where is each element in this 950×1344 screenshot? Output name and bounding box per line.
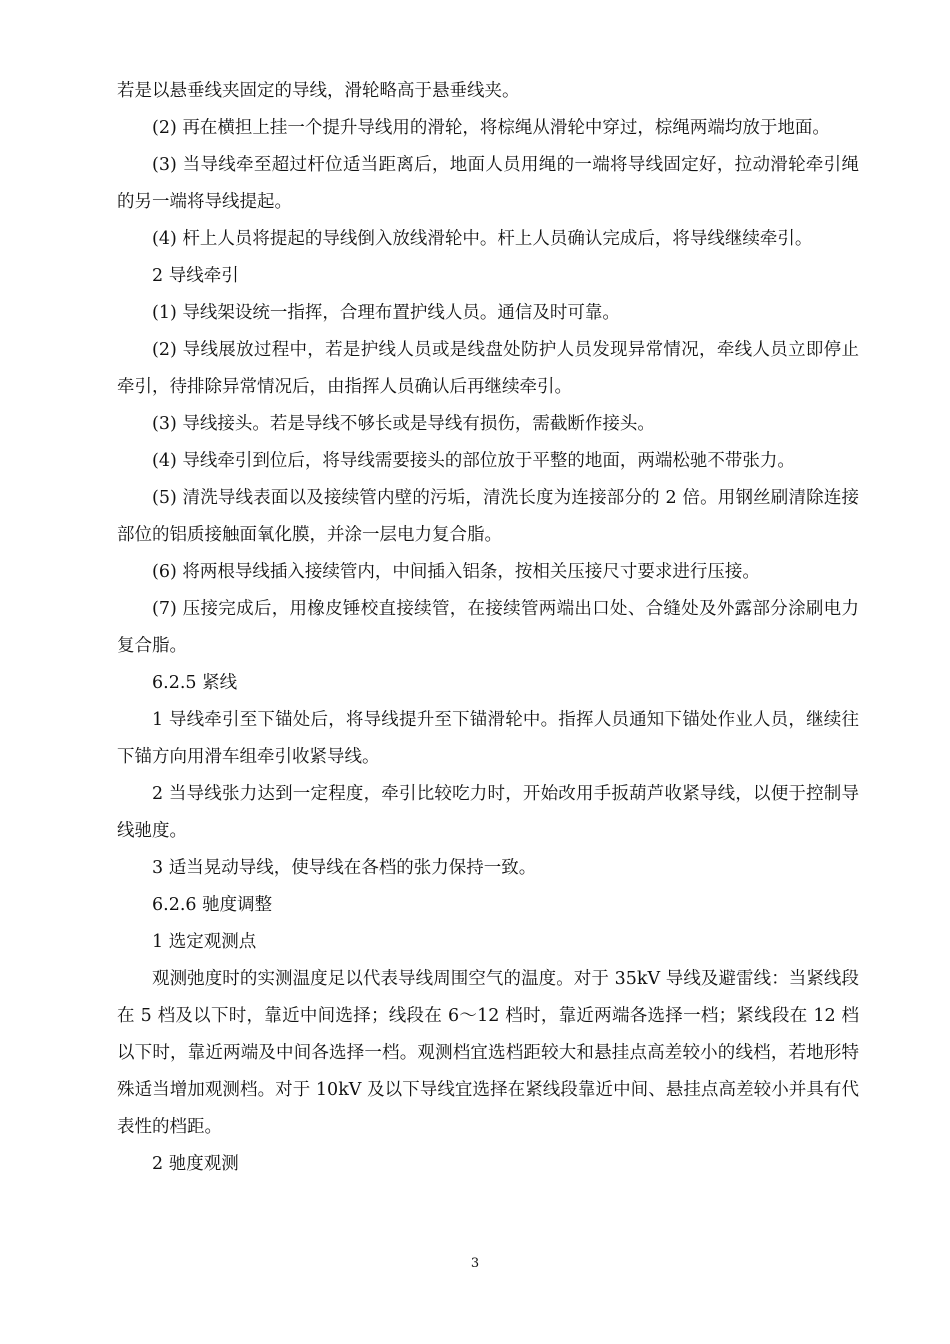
paragraph-step-3: (3) 当导线牵至超过杆位适当距离后，地面人员用绳的一端将导线固定好，拉动滑轮牵引绳的另一端将导线提起。 [117, 155, 859, 212]
paragraph-traction-4: (4) 导线牵引到位后，将导线需要接头的部位放于平整的地面，两端松驰不带张力。 [152, 451, 795, 471]
paragraph-step-2: (2) 再在横担上挂一个提升导线用的滑轮，将棕绳从滑轮中穿过，棕绳两端均放于地面。 [152, 118, 830, 138]
paragraph-traction-1: (1) 导线架设统一指挥，合理布置护线人员。通信及时可靠。 [152, 303, 620, 323]
section-heading-6-2-6: 6.2.6 驰度调整 [152, 895, 273, 915]
paragraph-tension-3: 3 适当晃动导线，使导线在各档的张力保持一致。 [152, 858, 537, 878]
paragraph-step-4: (4) 杆上人员将提起的导线倒入放线滑轮中。杆上人员确认完成后，将导线继续牵引。 [152, 229, 813, 249]
paragraph-traction-7: (7) 压接完成后，用橡皮锤校直接续管，在接续管两端出口处、合缝处及外露部分涂刷电力复合脂。 [117, 599, 859, 656]
paragraph-continuation: 若是以悬垂线夹固定的导线，滑轮略高于悬垂线夹。 [117, 81, 520, 101]
paragraph-observation: 观测弛度时的实测温度足以代表导线周围空气的温度。对于 35kV 导线及避雷线：当紧线段在 5 档及以下时，靠近中间选择；线段在 6～12 档时，靠近两端各选择一档；紧线段在 12 档以下时，靠近两端及中间各选择一档。观测档宜选档距较大和悬挂点高差较小的线档，若地形特殊适当增加观测档。对于 10kV 及以下导线宜选择在紧线段靠近中间、悬挂点高差较小并具有代表性的档距。 [117, 969, 859, 1137]
section-heading-6-2-5: 6.2.5 紧线 [152, 673, 238, 693]
heading-select-observation-point: 1 选定观测点 [152, 932, 257, 952]
paragraph-traction-5: (5) 清洗导线表面以及接续管内壁的污垢，清洗长度为连接部分的 2 倍。用钢丝刷清除连接部位的铝质接触面氧化膜，并涂一层电力复合脂。 [117, 488, 859, 545]
paragraph-traction-3: (3) 导线接头。若是导线不够长或是导线有损伤，需截断作接头。 [152, 414, 655, 434]
heading-conductor-traction: 2 导线牵引 [152, 266, 239, 286]
heading-sag-observation: 2 驰度观测 [152, 1154, 239, 1174]
paragraph-traction-2: (2) 导线展放过程中，若是护线人员或是线盘处防护人员发现异常情况，牵线人员立即停止牵引，待排除异常情况后，由指挥人员确认后再继续牵引。 [117, 340, 859, 397]
page-number: 3 [470, 1256, 480, 1271]
paragraph-tension-2: 2 当导线张力达到一定程度，牵引比较吃力时，开始改用手扳葫芦收紧导线，以便于控制导线驰度。 [117, 784, 859, 841]
document-body [117, 73, 859, 1183]
paragraph-traction-6: (6) 将两根导线插入接续管内，中间插入铝条，按相关压接尺寸要求进行压接。 [152, 562, 760, 582]
paragraph-tension-1: 1 导线牵引至下锚处后，将导线提升至下锚滑轮中。指挥人员通知下锚处作业人员，继续往下锚方向用滑车组牵引收紧导线。 [117, 710, 859, 767]
